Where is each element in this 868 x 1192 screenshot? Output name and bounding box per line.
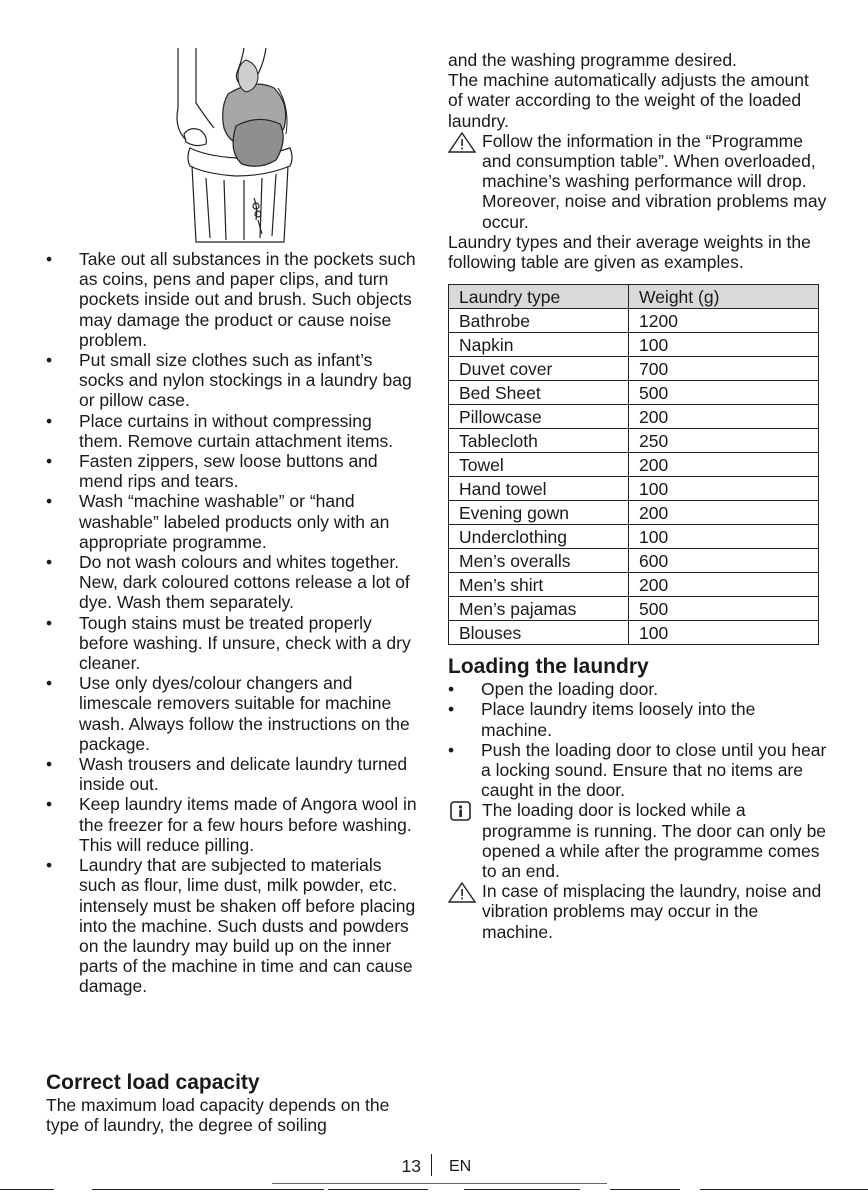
- laundry-weights-table: [448, 284, 819, 645]
- list-item: • Wash “machine washable” or “hand washable” labeled products only with an appropriate programme.: [46, 491, 418, 552]
- laundry-type-cell: Evening gown: [449, 501, 629, 525]
- list-item: • Use only dyes/colour changers and limescale removers suitable for machine wash. Always follow the instructions on the package.: [46, 673, 418, 754]
- laundry-type-cell: Men’s pajamas: [449, 597, 629, 621]
- list-item: • Put small size clothes such as infant’s socks and nylon stockings in a laundry bag or pillow case.: [46, 350, 418, 411]
- footer-rule: [610, 1189, 680, 1190]
- loading-steps-list: [448, 679, 828, 800]
- capacity-paragraph: The maximum load capacity depends on the type of laundry, the degree of soiling: [46, 1095, 390, 1136]
- weight-cell: 100: [629, 477, 819, 501]
- intro-line: and the washing programme desired.: [448, 50, 737, 70]
- list-item: • Place laundry items loosely into the machine.: [448, 699, 828, 739]
- weight-cell: 500: [629, 597, 819, 621]
- weight-cell: 200: [629, 453, 819, 477]
- laundry-preparation-list: [46, 249, 418, 997]
- weight-cell: 600: [629, 549, 819, 573]
- loading-the-laundry-heading: Loading the laundry: [448, 655, 649, 679]
- footer-rule: [272, 1183, 607, 1184]
- warning-text: Follow the information in the “Programme and consumption table”. When overloaded, machine’s washing performance will drop. Moreover, noise and vibration problems may occur.: [482, 130, 827, 232]
- table-row: [449, 333, 819, 357]
- laundry-type-cell: Bathrobe: [449, 309, 629, 333]
- laundry-type-cell: Towel: [449, 453, 629, 477]
- page-number: 13: [401, 1156, 421, 1176]
- laundry-type-cell: Hand towel: [449, 477, 629, 501]
- info-text: The loading door is locked while a programme is running. The door can only be opened a while after the programme comes to an end.: [482, 800, 827, 882]
- list-item: • Tough stains must be treated properly before washing. If unsure, check with a dry cleaner.: [46, 613, 418, 674]
- language-code: EN: [449, 1158, 472, 1175]
- weight-cell: 250: [629, 429, 819, 453]
- laundry-type-cell: Blouses: [449, 621, 629, 645]
- table-header-row: [449, 285, 819, 309]
- weight-cell: 200: [629, 573, 819, 597]
- table-intro: Laundry types and their average weights in the following table are given as examples.: [448, 231, 811, 273]
- weight-cell: 200: [629, 405, 819, 429]
- laundry-bag-illustration: [166, 48, 298, 244]
- list-item: • Push the loading door to close until you hear a locking sound. Ensure that no items are caught in the door.: [448, 740, 828, 801]
- list-item: • Take out all substances in the pockets such as coins, pens and paper clips, and turn pockets inside out and brush. Such objects may damage the product or cause noise problem.: [46, 249, 418, 350]
- weight-cell: 700: [629, 357, 819, 381]
- footer-rule: [328, 1189, 428, 1190]
- warning-note-overload: [448, 131, 828, 232]
- column-header-laundry-type: Laundry type: [449, 285, 629, 309]
- weight-cell: 500: [629, 381, 819, 405]
- table-row: [449, 597, 819, 621]
- laundry-type-cell: Napkin: [449, 333, 629, 357]
- correct-load-capacity-heading: Correct load capacity: [46, 1071, 260, 1094]
- footer-rule: [464, 1189, 580, 1190]
- table-row: [449, 525, 819, 549]
- table-row: [449, 381, 819, 405]
- list-item: • Laundry that are subjected to materials such as flour, lime dust, milk powder, etc. intensely must be shaken off before placing into the machine. Such dusts and powders on the laundry may build up on the inner parts of the machine in time and can cause damage.: [46, 855, 418, 996]
- page-footer: [0, 1154, 868, 1178]
- table-row: [449, 477, 819, 501]
- list-item: • Open the loading door.: [448, 679, 828, 699]
- list-item: • Do not wash colours and whites together. New, dark coloured cottons release a lot of dye. Wash them separately.: [46, 552, 418, 613]
- table-row: [449, 621, 819, 645]
- weight-cell: 200: [629, 501, 819, 525]
- list-item: • Keep laundry items made of Angora wool in the freezer for a few hours before washing. This will reduce pilling.: [46, 794, 418, 855]
- info-note-door-lock: [448, 800, 828, 881]
- table-row: [449, 357, 819, 381]
- laundry-type-cell: Bed Sheet: [449, 381, 629, 405]
- table-row: [449, 549, 819, 573]
- table-row: [449, 453, 819, 477]
- warning-triangle-icon: [448, 881, 478, 903]
- laundry-type-cell: Pillowcase: [449, 405, 629, 429]
- list-item: • Place curtains in without compressing them. Remove curtain attachment items.: [46, 411, 418, 451]
- table-row: [449, 573, 819, 597]
- column-header-weight: Weight (g): [629, 285, 819, 309]
- laundry-type-cell: Men’s shirt: [449, 573, 629, 597]
- footer-rule: [700, 1189, 868, 1190]
- warning-text: In case of misplacing the laundry, noise and vibration problems may occur in the machine.: [482, 881, 822, 942]
- laundry-type-cell: Underclothing: [449, 525, 629, 549]
- footer-rule: [92, 1189, 324, 1190]
- weight-cell: 100: [629, 333, 819, 357]
- info-icon: [448, 800, 478, 822]
- list-item: • Wash trousers and delicate laundry turned inside out.: [46, 754, 418, 794]
- table-row: [449, 429, 819, 453]
- weight-cell: 100: [629, 525, 819, 549]
- footer-divider: [431, 1154, 432, 1176]
- list-item: • Fasten zippers, sew loose buttons and mend rips and tears.: [46, 451, 418, 491]
- table-row: [449, 501, 819, 525]
- right-column: [448, 50, 828, 942]
- laundry-type-cell: Tablecloth: [449, 429, 629, 453]
- weight-cell: 1200: [629, 309, 819, 333]
- laundry-type-cell: Men’s overalls: [449, 549, 629, 573]
- table-row: [449, 405, 819, 429]
- table-row: [449, 309, 819, 333]
- warning-triangle-icon: [448, 131, 478, 153]
- intro-paragraph: The machine automatically adjusts the amount of water according to the weight of the loaded laundry.: [448, 70, 809, 131]
- weight-cell: 100: [629, 621, 819, 645]
- laundry-type-cell: Duvet cover: [449, 357, 629, 381]
- warning-note-misplacing: [448, 881, 828, 942]
- footer-rule: [0, 1189, 54, 1190]
